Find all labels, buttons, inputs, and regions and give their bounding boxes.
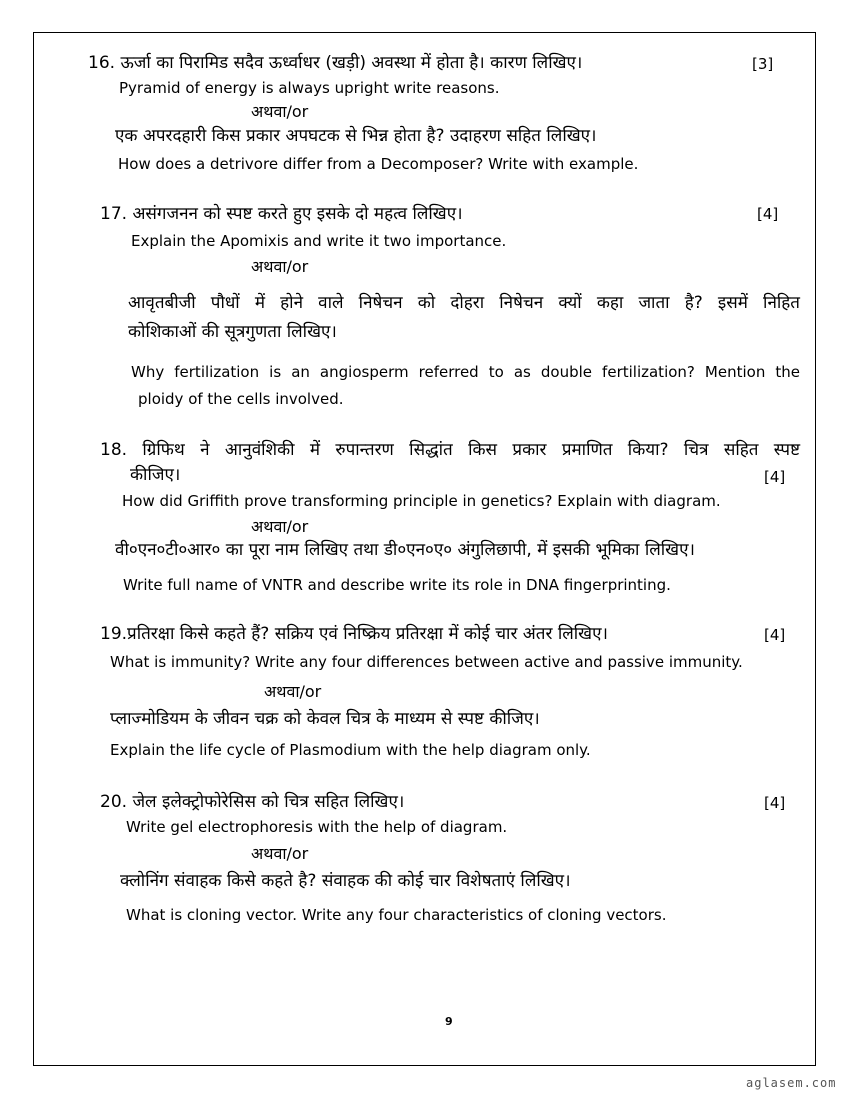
q18-alt-hindi: वी०एन०टी०आर० का पूरा नाम लिखिए तथा डी०एन०ए० अंगुलिछापी, में इसकी भूमिका लिखिए। — [115, 540, 695, 560]
q17-alt-english-line1: Why fertilization is an angiosperm referred to as double fertilization? Mention the — [131, 363, 800, 381]
q19-alt-english: Explain the life cycle of Plasmodium with the help diagram only. — [110, 741, 591, 759]
q16-alt-english: How does a detrivore differ from a Decomposer? Write with example. — [118, 155, 639, 173]
q16-marks: [3] — [752, 55, 774, 73]
q20-english: Write gel electrophoresis with the help of diagram. — [126, 818, 508, 836]
q17-alt-hindi-line2: कोशिकाओं की सूत्रगुणता लिखिए। — [128, 322, 337, 342]
q19-hindi: 19.प्रतिरक्षा किसे कहते हैं? सक्रिय एवं निष्क्रिय प्रतिरक्षा में कोई चार अंतर लिखिए। — [100, 624, 608, 644]
q20-marks: [4] — [764, 794, 786, 812]
q20-or: अथवा/or — [251, 844, 309, 863]
q20-hindi: 20. जेल इलेक्ट्रोफोरेसिस को चित्र सहित लिखिए। — [100, 792, 405, 812]
q17-or: अथवा/or — [251, 257, 309, 276]
q17-marks: [4] — [757, 205, 779, 223]
q16-english: Pyramid of energy is always upright write reasons. — [119, 79, 500, 97]
q17-alt-english-line2: ploidy of the cells involved. — [138, 390, 344, 408]
q20-alt-hindi: क्लोनिंग संवाहक किसे कहते है? संवाहक की कोई चार विशेषताएं लिखिए। — [120, 871, 571, 891]
q19-english: What is immunity? Write any four differences between active and passive immunity. — [110, 653, 743, 671]
q19-or: अथवा/or — [264, 682, 322, 701]
q19-alt-hindi: प्लाज्मोडियम के जीवन चक्र को केवल चित्र के माध्यम से स्पष्ट कीजिए। — [110, 709, 540, 729]
q19-marks: [4] — [764, 626, 786, 644]
q16-hindi: 16. ऊर्जा का पिरामिड सदैव ऊर्ध्वाधर (खड़ी) अवस्था में होता है। कारण लिखिए। — [88, 53, 583, 73]
q17-english: Explain the Apomixis and write it two importance. — [131, 232, 507, 250]
q17-alt-hindi-line1: आवृतबीजी पौधों में होने वाले निषेचन को दोहरा निषेचन क्यों कहा जाता है? इसमें निहित — [128, 293, 800, 313]
q18-alt-english: Write full name of VNTR and describe write its role in DNA fingerprinting. — [123, 576, 671, 594]
q17-hindi: 17. असंगजनन को स्पष्ट करते हुए इसके दो महत्व लिखिए। — [100, 204, 463, 224]
q20-alt-english: What is cloning vector. Write any four characteristics of cloning vectors. — [126, 906, 667, 924]
q18-or: अथवा/or — [251, 517, 309, 536]
q16-or: अथवा/or — [251, 102, 309, 121]
q18-hindi-line1: 18. ग्रिफिथ ने आनुवंशिकी में रुपान्तरण सिद्धांत किस प्रकार प्रमाणित किया? चित्र सहित स्पष्ट — [100, 440, 800, 460]
page-number: 9 — [445, 1015, 453, 1028]
q18-marks: [4] — [764, 468, 786, 486]
q16-alt-hindi: एक अपरदहारी किस प्रकार अपघटक से भिन्न होता है? उदाहरण सहित लिखिए। — [115, 126, 597, 146]
q18-hindi-line2: कीजिए। — [130, 465, 181, 485]
watermark: aglasem.com — [746, 1076, 837, 1090]
q18-english: How did Griffith prove transforming principle in genetics? Explain with diagram. — [122, 492, 721, 510]
